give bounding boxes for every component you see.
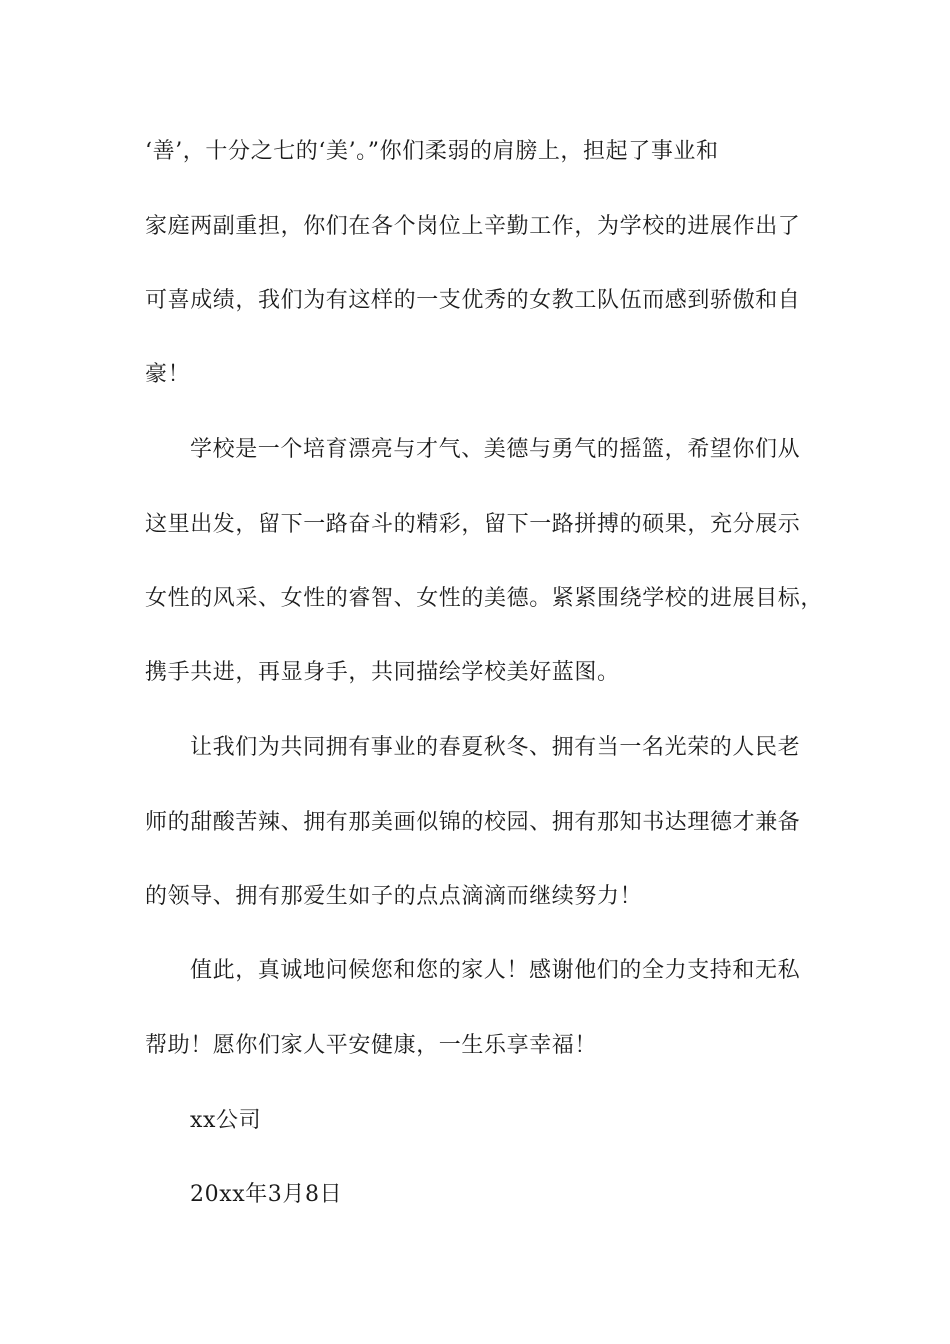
paragraph-3-line-1: 让我们为共同拥有事业的春夏秋冬、拥有当一名光荣的人民老 xyxy=(190,735,801,760)
paragraph-3-line-3: 的领导、拥有那爱生如子的点点滴滴而继续努力！ xyxy=(145,884,643,909)
signature-company: xx公司 xyxy=(190,1108,262,1133)
paragraph-2-line-4: 携手共进，再显身手，共同描绘学校美好蓝图。 xyxy=(145,660,620,685)
paragraph-2-line-1: 学校是一个培育漂亮与才气、美德与勇气的摇篮，希望你们从 xyxy=(190,437,801,462)
paragraph-1-line-3: 可喜成绩，我们为有这样的一支优秀的女教工队伍而感到骄傲和自 xyxy=(145,288,801,313)
paragraph-4-line-1: 值此，真诚地问候您和您的家人！感谢他们的全力支持和无私 xyxy=(190,958,801,983)
paragraph-2-line-2: 这里出发，留下一路奋斗的精彩，留下一路拼搏的硕果，充分展示 xyxy=(145,512,801,537)
paragraph-4-line-2: 帮助！愿你们家人平安健康，一生乐享幸福！ xyxy=(145,1033,598,1058)
signature-date: 20xx年3月8日 xyxy=(190,1182,343,1207)
paragraph-1-line-4: 豪！ xyxy=(145,362,191,387)
paragraph-1-line-1: ‘善’，十分之七的‘美’。”你们柔弱的肩膀上，担起了事业和 xyxy=(145,139,719,164)
paragraph-3-line-2: 师的甜酸苦辣、拥有那美画似锦的校园、拥有那知书达理德才兼备 xyxy=(145,810,801,835)
paragraph-1-line-2: 家庭两副重担，你们在各个岗位上辛勤工作，为学校的进展作出了 xyxy=(145,214,801,239)
paragraph-2-line-3: 女性的风采、女性的睿智、女性的美德。紧紧围绕学校的进展目标， xyxy=(145,586,824,611)
